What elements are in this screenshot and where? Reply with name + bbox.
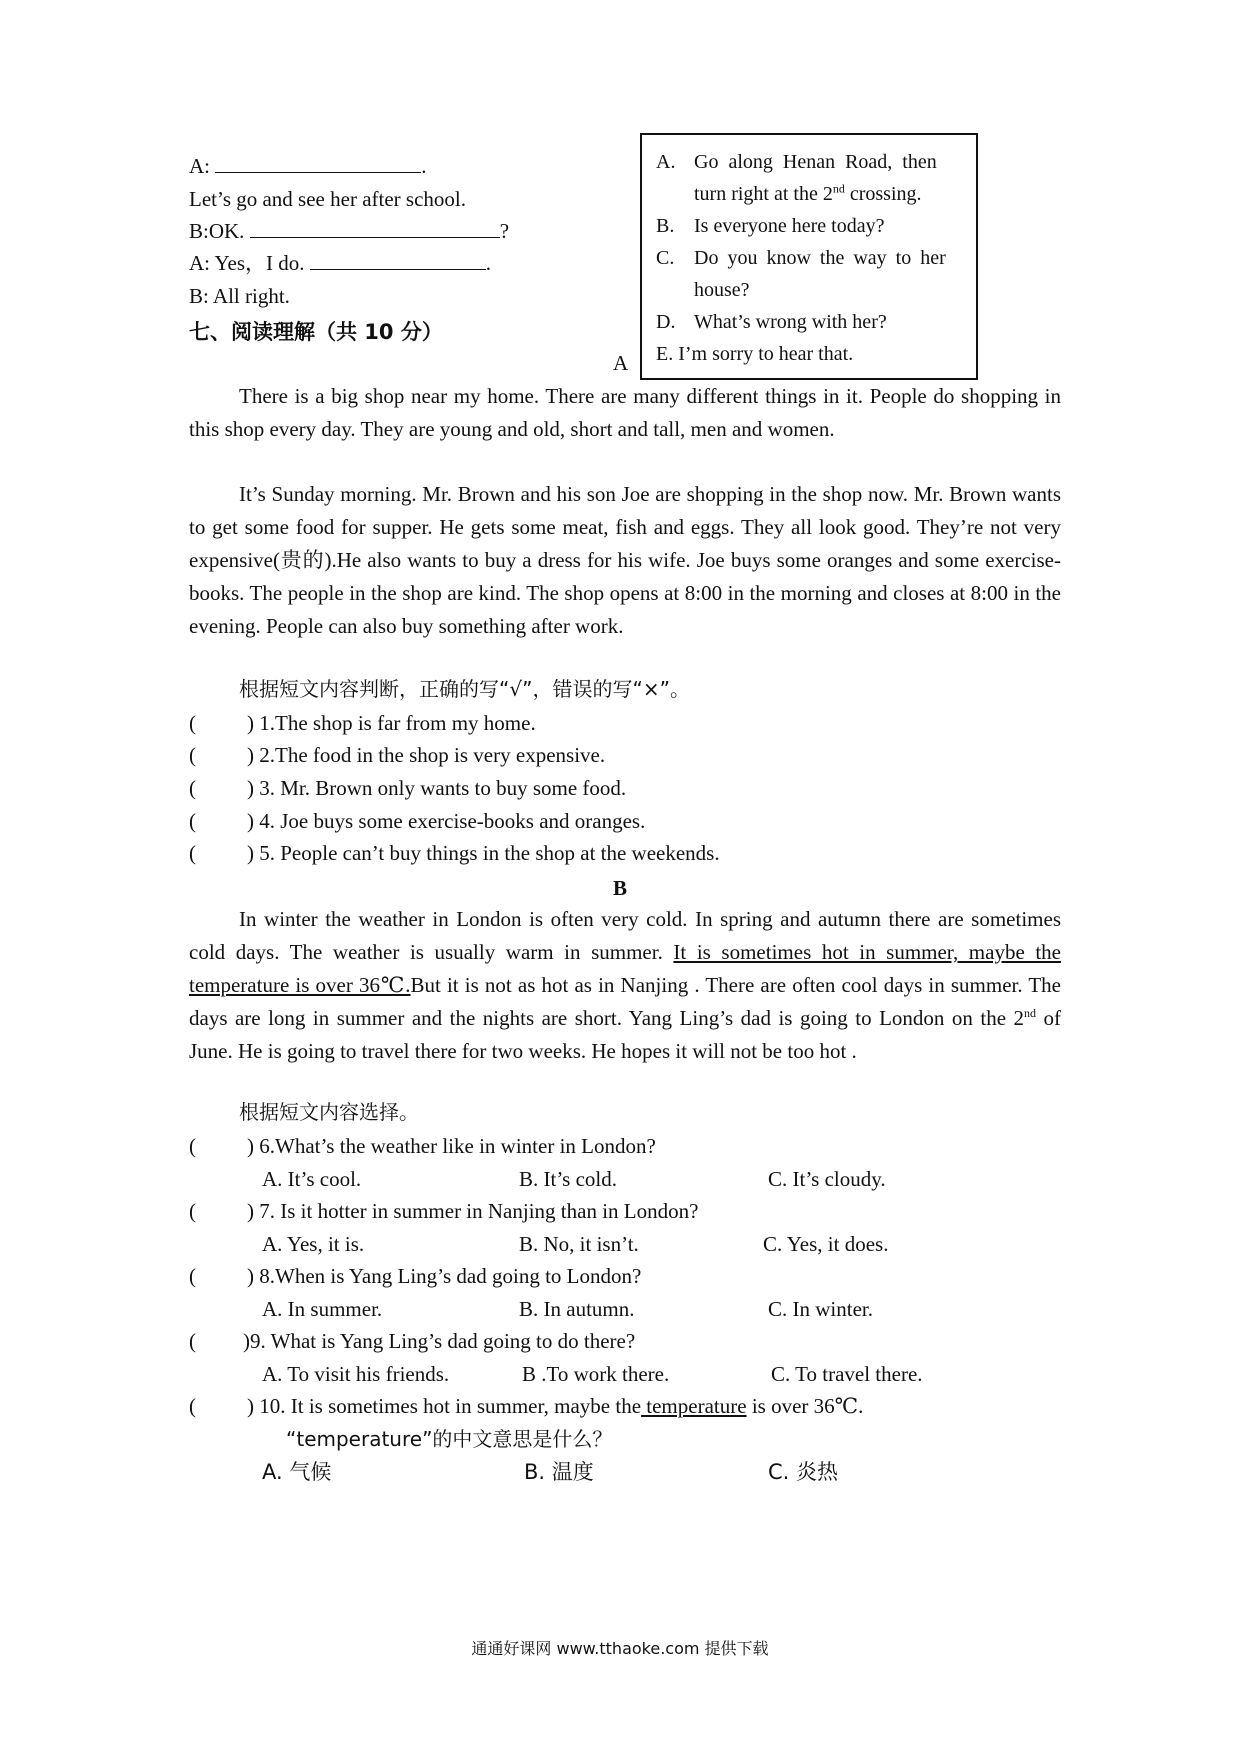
question-6: ( ) 6.What’s the weather like in winter in London? — [189, 1134, 656, 1158]
q6-choice-b[interactable]: B. It’s cold. — [519, 1167, 617, 1191]
page-footer: 通通好课网 www.tthaoke.com 提供下载 — [471, 1639, 769, 1658]
option-e: E. I’m sorry to hear that. — [656, 343, 854, 365]
passage-b-instruction: 根据短文内容选择。 — [239, 1100, 419, 1124]
answer-slot-1[interactable]: ( — [189, 711, 196, 735]
answer-blank-1[interactable] — [215, 154, 421, 173]
question-5: ( ) 5. People can’t buy things in the shop at the weekends. — [189, 841, 720, 865]
question-9: ( )9. What is Yang Ling’s dad going to do there? — [189, 1329, 636, 1353]
passage-a-label: A — [613, 351, 629, 375]
dialogue-line-5: B: All right. — [189, 284, 290, 308]
q7-choice-c[interactable]: C. Yes, it does. — [763, 1232, 889, 1256]
q8-choice-b[interactable]: B. In autumn. — [519, 1297, 635, 1321]
answer-slot-8[interactable]: ( — [189, 1264, 196, 1288]
passage-b-paragraph: In winter the weather in London is often very cold. In spring and autumn there are sometimes cold days. The weather is usually warm in summer. It is sometimes hot in summer, maybe the temperature is over 36℃.But it is not as hot as in Nanjing . There are often cool days in summer. The days are long in summer and the nights are short. Yang Ling’s dad is going to London on the 2nd of June. He is going to travel there for two weeks. He hopes it will not be too hot . — [189, 907, 1062, 1063]
q10-choice-b[interactable]: B. 温度 — [524, 1460, 594, 1484]
answer-slot-10[interactable]: ( — [189, 1394, 196, 1418]
question-3: ( ) 3. Mr. Brown only wants to buy some food. — [189, 776, 627, 800]
q7-choice-a[interactable]: A. Yes, it is. — [262, 1232, 365, 1256]
option-b: B. Is everyone here today? — [656, 215, 885, 237]
option-a: A. Go along Henan Road, then — [656, 151, 937, 173]
dialogue-speaker-a: A: — [189, 154, 210, 178]
q6-choice-c[interactable]: C. It’s cloudy. — [768, 1167, 886, 1191]
temperature-underlined: temperature — [641, 1394, 747, 1418]
option-d: D. What’s wrong with her? — [656, 311, 887, 333]
options-box — [640, 133, 978, 380]
q6-choice-a[interactable]: A. It’s cool. — [262, 1167, 362, 1191]
q8-choice-c[interactable]: C. In winter. — [768, 1297, 873, 1321]
q9-choice-a[interactable]: A. To visit his friends. — [262, 1362, 450, 1386]
question-7: ( ) 7. Is it hotter in summer in Nanjing than in London? — [189, 1199, 699, 1223]
section-heading: 七、阅读理解（共 10 分） — [189, 320, 443, 344]
question-10: ( ) 10. It is sometimes hot in summer, maybe the temperature is over 36℃. — [189, 1394, 864, 1418]
passage-a-instruction: 根据短文内容判断，正确的写“√”，错误的写“×”。 — [239, 677, 690, 701]
dialogue-line-2: Let’s go and see her after school. — [189, 187, 466, 211]
q9-choice-b[interactable]: B .To work there. — [522, 1362, 670, 1386]
passage-b-label: B — [612, 876, 627, 900]
dialogue-line-4: A: Yes，I do. . — [189, 251, 492, 275]
question-10-line-2: “temperature”的中文意思是什么？ — [286, 1427, 613, 1451]
passage-a-paragraph-1: There is a big shop near my home. There are many different things in it. People do shopping in this shop every day. They are young and old, short and tall, men and women. — [189, 384, 1061, 441]
question-4: ( ) 4. Joe buys some exercise-books and oranges. — [189, 809, 646, 833]
option-c-cont: house? — [694, 279, 750, 301]
dialogue-line-1: A: . — [189, 154, 427, 178]
q10-choice-a[interactable]: A. 气候 — [262, 1460, 332, 1484]
answer-slot-9[interactable]: ( — [189, 1329, 196, 1353]
answer-slot-7[interactable]: ( — [189, 1199, 196, 1223]
underlined-sentence: It is sometimes hot in summer, maybe the temperature is over 36℃. — [189, 940, 1062, 997]
answer-slot-5[interactable]: ( — [189, 841, 196, 865]
question-2: ( ) 2.The food in the shop is very expensive. — [189, 743, 606, 767]
q10-choice-c[interactable]: C. 炎热 — [768, 1460, 839, 1484]
dialogue-line-3: B:OK. ? — [189, 219, 510, 243]
passage-a-paragraph-2: It’s Sunday morning. Mr. Brown and his son Joe are shopping in the shop now. Mr. Brown wants to get some food for supper. He gets some meat, fish and eggs. They all look good. They’re not very expensive(贵的).He also wants to buy a dress for his wife. Joe buys some oranges and some exercise-books. The people in the shop are kind. The shop opens at 8:00 in the morning and closes at 8:00 in the evening. People can also buy something after work. — [189, 482, 1061, 638]
option-a-cont: turn right at the 2nd crossing. — [694, 181, 922, 205]
answer-blank-2[interactable] — [250, 219, 500, 238]
answer-slot-3[interactable]: ( — [189, 776, 196, 800]
q7-choice-b[interactable]: B. No, it isn’t. — [519, 1232, 639, 1256]
answer-slot-4[interactable]: ( — [189, 809, 196, 833]
q8-choice-a[interactable]: A. In summer. — [262, 1297, 383, 1321]
answer-slot-6[interactable]: ( — [189, 1134, 196, 1158]
answer-blank-3[interactable] — [310, 251, 486, 270]
answer-slot-2[interactable]: ( — [189, 743, 196, 767]
question-8: ( ) 8.When is Yang Ling’s dad going to London? — [189, 1264, 642, 1288]
option-c: C. Do you know the way to her — [656, 247, 946, 269]
question-1: ( ) 1.The shop is far from my home. — [189, 711, 536, 735]
q9-choice-c[interactable]: C. To travel there. — [771, 1362, 923, 1386]
